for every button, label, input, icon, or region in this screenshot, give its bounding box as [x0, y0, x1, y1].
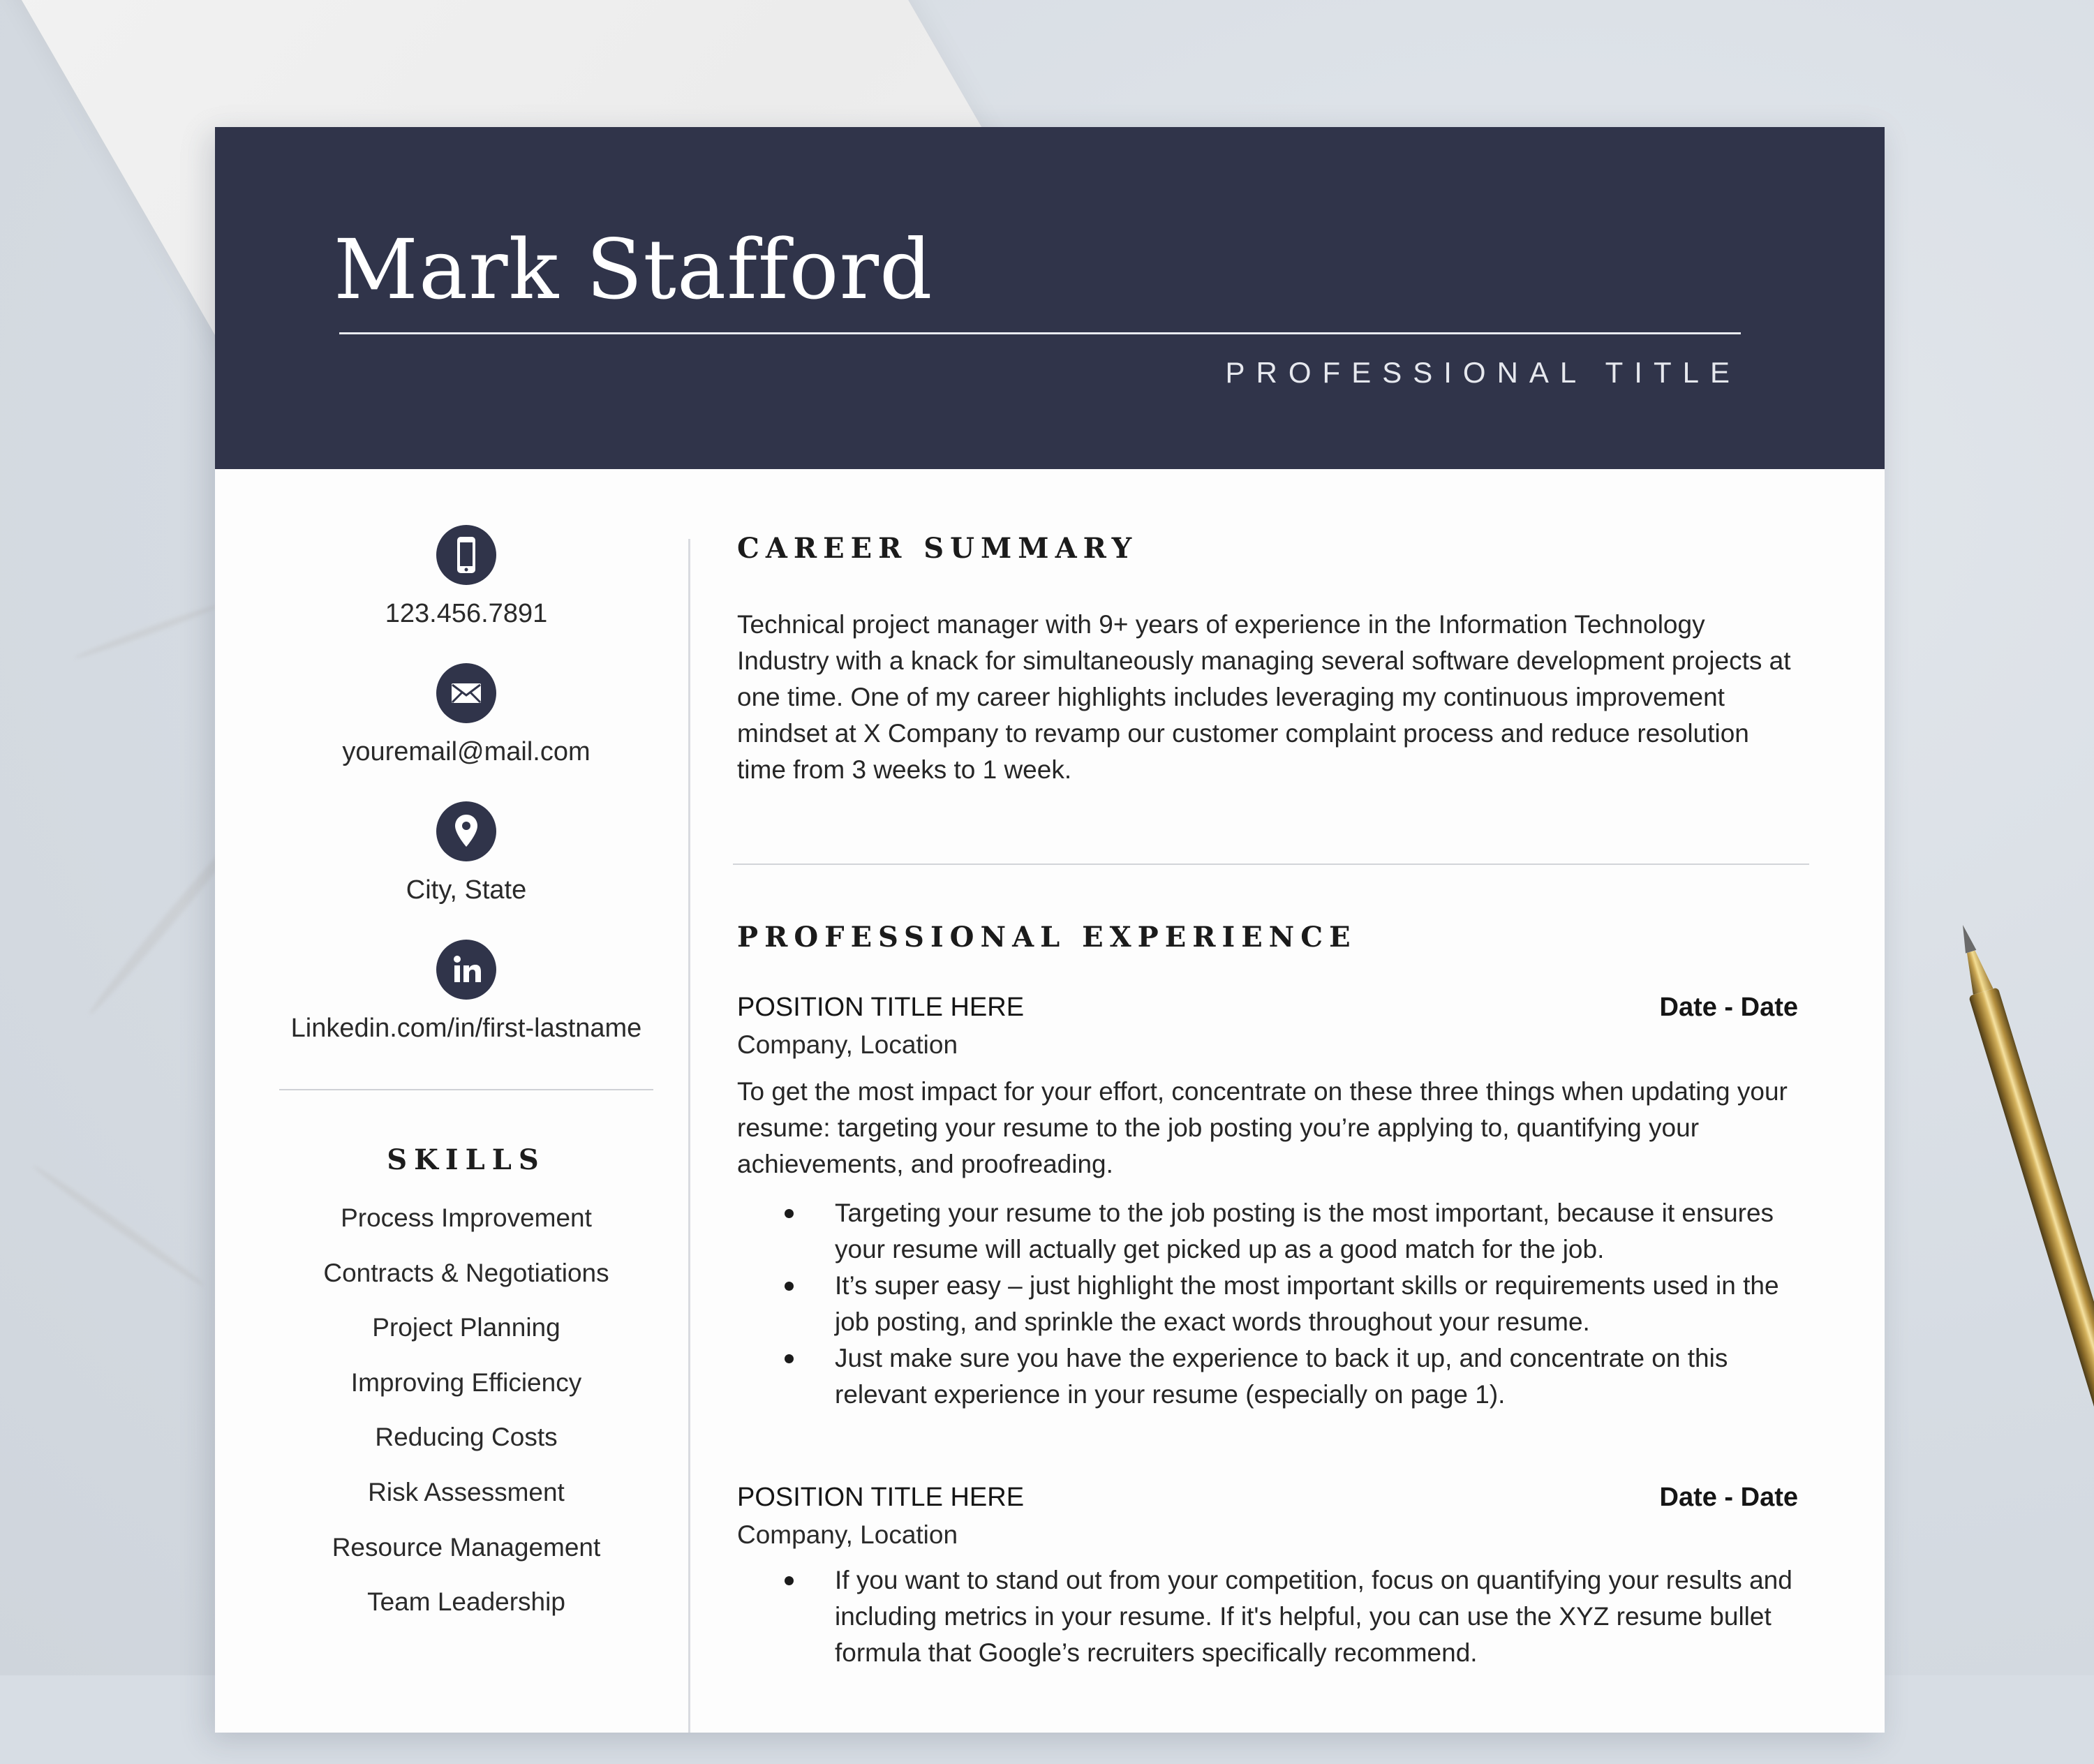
location-text: City, State [406, 875, 527, 905]
job-bullets [737, 1562, 1798, 1671]
skills-list [271, 1204, 662, 1643]
job-entry [737, 993, 1798, 1413]
header-divider [339, 332, 1741, 334]
bullet-dot [785, 1209, 794, 1218]
job-header [737, 993, 1798, 1029]
job-company: Company, Location [737, 1030, 958, 1059]
job-company: Company, Location [737, 1520, 958, 1549]
job-position: POSITION TITLE HERE [737, 1483, 1025, 1512]
contact-email [271, 663, 662, 801]
job-bullets [737, 1195, 1798, 1413]
resume-header [215, 127, 1885, 469]
job-position: POSITION TITLE HERE [737, 993, 1025, 1022]
skills-heading: SKILLS [387, 1143, 546, 1176]
linkedin-icon [436, 940, 496, 1000]
job-dates: Date - Date [1659, 993, 1798, 1022]
bullet-item [737, 1195, 1798, 1268]
email-address: youremail@mail.com [342, 737, 591, 766]
bullet-text: It’s super easy – just highlight the most important skills or requirements used in the job posting, and sprinkle the exact words throughout your resume. [835, 1271, 1779, 1336]
skill-item: Process Improvement [341, 1203, 592, 1232]
career-summary-text: Technical project manager with 9+ years of experience in the Information Technology Industry with a knack for simultaneously managing several software development projects at one time. One of my career highlights includes leveraging my continuous improvement mindset at X Company to revamp our customer complaint process and reduce resolution time from 3 weeks to 1 week. [737, 610, 1791, 784]
sidebar-divider [279, 1089, 653, 1090]
career-summary-heading: CAREER SUMMARY [737, 532, 1138, 565]
job-description: To get the most impact for your effort, concentrate on these three things when updating your resume: targeting your resume to the job posting you’re applying to, quantifying your achievements, and proofreading. [737, 1077, 1788, 1178]
contact-phone [271, 525, 662, 663]
bullet-item [737, 1340, 1798, 1413]
skill-item: Project Planning [372, 1313, 560, 1342]
contact-linkedin [271, 940, 662, 1078]
skill-item: Resource Management [332, 1532, 601, 1562]
linkedin-url: Linkedin.com/in/first-lastname [290, 1014, 642, 1043]
contact-location [271, 801, 662, 940]
bullet-text: If you want to stand out from your competition, focus on quantifying your results and including metrics in your resume. If it's helpful, you can use the XYZ resume bullet formula that Google’s recruiters specifically recommend. [835, 1566, 1792, 1667]
location-icon [436, 801, 496, 861]
job-dates: Date - Date [1659, 1483, 1798, 1512]
job-header [737, 1483, 1798, 1519]
pen-cone [1961, 949, 1993, 995]
bullet-dot [785, 1282, 794, 1291]
professional-title: PROFESSIONAL TITLE [1225, 356, 1741, 389]
phone-icon [436, 525, 496, 585]
phone-number: 123.456.7891 [385, 599, 548, 628]
bullet-dot [785, 1576, 794, 1585]
bullet-item [737, 1268, 1798, 1340]
resume-page [215, 127, 1885, 1733]
skill-item: Improving Efficiency [350, 1368, 582, 1397]
email-icon [436, 663, 496, 723]
skill-item: Risk Assessment [368, 1477, 565, 1506]
skill-item: Team Leadership [367, 1587, 565, 1617]
pen-tip [1957, 924, 1976, 954]
column-divider [688, 539, 690, 1733]
bullet-text: Just make sure you have the experience to back it up, and concentrate on this relevant experience in your resume (especially on page 1). [835, 1344, 1728, 1409]
candidate-name: Mark Stafford [334, 221, 933, 318]
contact-section [271, 525, 662, 1078]
experience-heading: PROFESSIONAL EXPERIENCE [737, 921, 1357, 954]
sidebar [271, 525, 662, 1643]
bullet-text: Targeting your resume to the job posting is the most important, because it ensures your resume will actually get picked up as a good match for the job. [835, 1199, 1774, 1263]
skill-item: Contracts & Negotiations [323, 1258, 609, 1287]
skill-item: Reducing Costs [375, 1423, 558, 1452]
section-divider [733, 864, 1809, 865]
bullet-dot [785, 1354, 794, 1363]
bullet-item [737, 1562, 1798, 1671]
main-column [737, 532, 1798, 1671]
job-entry [737, 1483, 1798, 1671]
